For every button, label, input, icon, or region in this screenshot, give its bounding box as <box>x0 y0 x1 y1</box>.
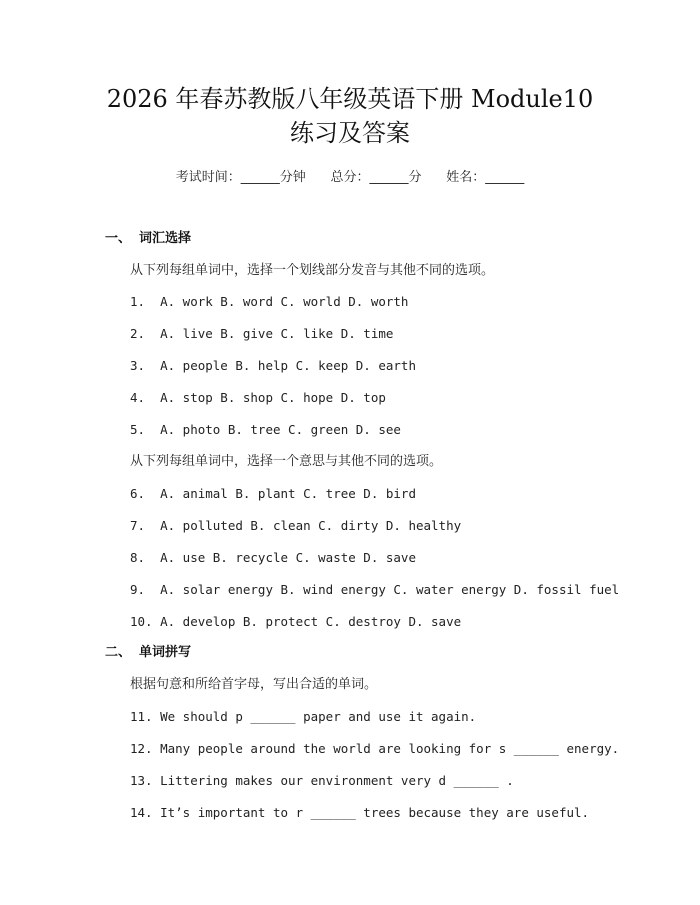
instruction-text: 从下列每组单词中，选择一个意思与其他不同的选项。 <box>130 454 443 469</box>
question-item: 7. A. polluted B. clean C. dirty D. healthy <box>130 518 462 533</box>
section-number: 二、 <box>105 645 132 660</box>
question-item: 10. A. develop B. protect C. destroy D. save <box>130 614 462 629</box>
question-item: 14. It’s important to r ______ trees because they are useful. <box>130 805 590 820</box>
question-item: 4. A. stop B. shop C. hope D. top <box>130 390 386 405</box>
question-item: 2. A. live B. give C. like D. time <box>130 326 394 341</box>
question-item: 13. Littering makes our environment very d ______ . <box>130 773 514 788</box>
document-title-line-1: 2026 年春苏教版八年级英语下册 Module10 <box>106 85 594 113</box>
question-item: 8. A. use B. recycle C. waste D. save <box>130 550 416 565</box>
question-item: 5. A. photo B. tree C. green D. see <box>130 422 401 437</box>
section-title: 单词拼写 <box>139 645 192 660</box>
question-item: 11. We should p ______ paper and use it again. <box>130 709 477 724</box>
section-heading-vocabulary <box>105 229 191 249</box>
instruction-text: 从下列每组单词中，选择一个划线部分发音与其他不同的选项。 <box>130 263 495 278</box>
instruction-text: 根据句意和所给首字母，写出合适的单词。 <box>130 677 378 692</box>
question-item: 12. Many people around the world are looking for s ______ energy. <box>130 741 620 756</box>
question-item: 9. A. solar energy B. wind energy C. water energy D. fossil fuel <box>130 582 620 597</box>
question-item: 6. A. animal B. plant C. tree D. bird <box>130 486 416 501</box>
section-title: 词汇选择 <box>139 231 192 246</box>
question-item: 1. A. work B. word C. world D. worth <box>130 294 409 309</box>
exam-meta-line: 考试时间：______分钟 总分：______分 姓名：______ <box>175 170 525 185</box>
section-heading-spelling <box>105 643 191 663</box>
document-title-line-2: 练习及答案 <box>290 119 410 147</box>
question-item: 3. A. people B. help C. keep D. earth <box>130 358 416 373</box>
section-number: 一、 <box>105 231 132 246</box>
